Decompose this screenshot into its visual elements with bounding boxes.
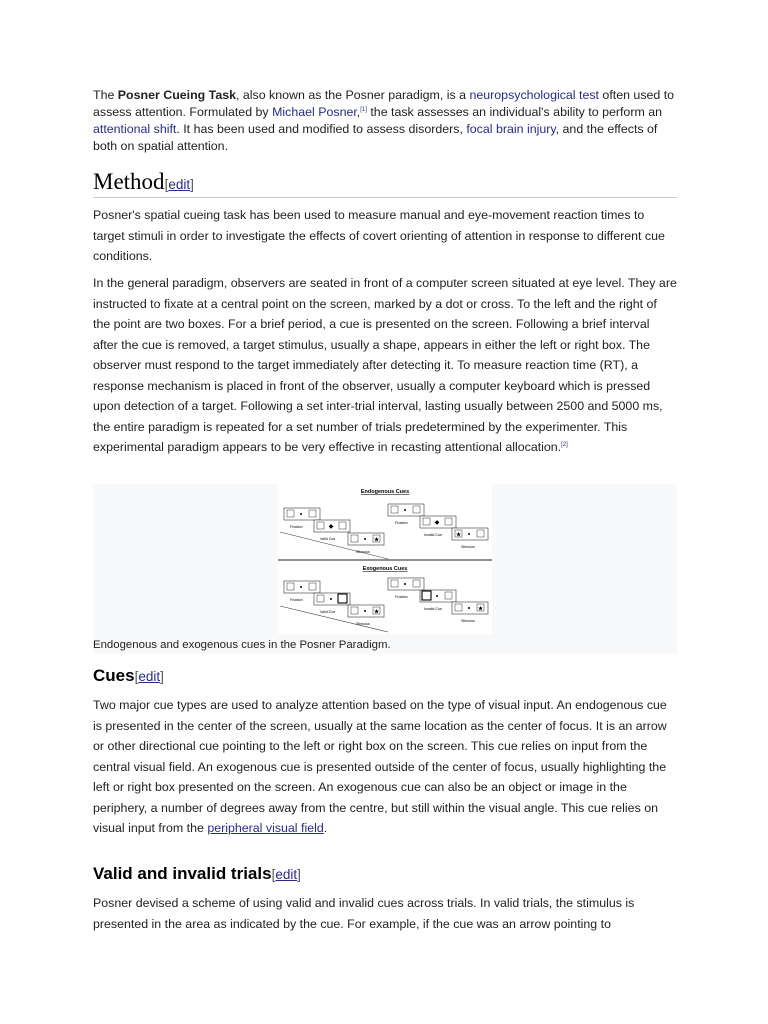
- label-fixation: Fixation: [395, 595, 408, 599]
- valid-invalid-paragraph: Posner devised a scheme of using valid and invalid cues across trials. In valid trials, the stimulus is presented in the area as indicated by the cue. For example, if the cue was an arrow pointing to: [93, 896, 635, 931]
- method-edit-section: [165, 177, 194, 192]
- arrow-cue-icon: ◆: [434, 520, 440, 526]
- label-fixation: Fixation: [395, 521, 408, 525]
- left-box: [391, 580, 398, 587]
- edit-bracket: ]: [297, 867, 301, 882]
- left-box: [287, 583, 294, 590]
- figure-thumbnail: [93, 484, 677, 654]
- fixation-dot: [330, 598, 332, 600]
- right-box: [309, 583, 316, 590]
- label-fixation: Fixation: [290, 525, 303, 529]
- reference-1-link[interactable]: [1]: [360, 106, 367, 113]
- method-paragraph-2-text: In the general paradigm, observers are seated in front of a computer screen situated at eye level. They are instructed to fixate at a central point on the screen, marked by a dot or cross. To the left and the right of the point are two boxes. For a brief period, a cue is presented on the screen. Following a brief interval after the cue is removed, a target stimulus, usually a shape, appears in either the left or right box. The observer must respond to the target immediately after detecting it. To measure reaction time (RT), a response mechanism is placed in front of the observer, usually a computer keyboard which is pressed upon detection of a target. Following a set inter-trial interval, lasting usually between 2500 and 5000 ms, the entire paradigm is repeated for a set number of trials predetermined by the experimenter. This experimental paradigm appears to be very effective in recasting attentional allocation.: [93, 276, 677, 454]
- diagram-svg: [278, 484, 492, 634]
- posner-paradigm-diagram[interactable]: [278, 484, 492, 634]
- link-peripheral-visual-field[interactable]: peripheral visual field: [207, 821, 324, 835]
- star-target-icon: ★: [373, 536, 380, 544]
- intro-text: . It has been used and modified to assess disorders,: [176, 122, 467, 136]
- left-box: [423, 518, 430, 525]
- left-box: [287, 510, 294, 517]
- right-box: [445, 592, 452, 599]
- fixation-dot: [404, 509, 406, 511]
- label-invalid-cue: Invalid Cue: [424, 607, 442, 611]
- left-box: [351, 607, 358, 614]
- right-box: [413, 580, 420, 587]
- valid-edit-link[interactable]: edit: [275, 867, 298, 882]
- arrow-cue-icon: ◆: [328, 524, 334, 530]
- right-box: [413, 506, 420, 513]
- label-fixation: Fixation: [290, 598, 303, 602]
- intro-text: The: [93, 88, 118, 102]
- label-stimulus: Stimulus: [356, 550, 370, 554]
- label-stimulus: Stimulus: [461, 545, 475, 549]
- fixation-dot: [468, 533, 470, 535]
- fixation-dot: [300, 586, 302, 588]
- fixation-dot: [300, 513, 302, 515]
- link-neuropsychological-test[interactable]: neuropsychological test: [469, 88, 599, 102]
- label-stimulus: Stimulus: [356, 622, 370, 626]
- intro-text: often used to assess attention. Formulated by: [93, 88, 675, 119]
- left-box: [317, 595, 324, 602]
- edit-bracket: ]: [190, 177, 194, 192]
- star-target-icon: ★: [373, 608, 380, 616]
- fixation-dot: [364, 610, 366, 612]
- left-box: [455, 604, 462, 611]
- fixation-dot: [436, 595, 438, 597]
- method-heading: [93, 168, 677, 198]
- valid-invalid-heading-text: Valid and invalid trials: [93, 864, 272, 883]
- fixation-dot: [468, 607, 470, 609]
- method-paragraph-1: Posner's spatial cueing task has been used to measure manual and eye-movement reaction times to target stimuli in order to investigate the effects of covert orienting of attention in response to different cue conditions.: [93, 208, 665, 263]
- cues-paragraph-text: Two major cue types are used to analyze attention based on the type of visual input. An endogenous cue is presented in the center of the screen, usually at the same location as the center of focus. It is an arrow or other directional cue pointing to the left or right box on the screen. This cue relies on input from the central visual field. An exogenous cue is presented outside of the center of focus, usually highlighting the left or right box presented on the screen. An exogenous cue can also be an object or image in the periphery, a number of degrees away from the centre, but still within the visual angle. This cue relies on visual input from the: [93, 698, 667, 835]
- link-focal-brain-injury[interactable]: focal brain injury: [466, 122, 556, 136]
- cues-paragraph-end: .: [323, 821, 328, 835]
- intro-text: , and the effects of both on spatial attention.: [93, 122, 658, 153]
- cues-paragraph: [93, 695, 677, 839]
- intro-text: the task assesses an individual's ability to perform an: [366, 105, 662, 119]
- edit-bracket: [: [271, 867, 276, 882]
- fixation-dot: [404, 583, 406, 585]
- left-box: [351, 535, 358, 542]
- method-edit-link[interactable]: edit: [168, 177, 191, 192]
- cues-heading-text: Cues: [93, 666, 135, 685]
- endogenous-title: Endogenous Cues: [360, 489, 410, 495]
- edit-bracket: [: [164, 177, 169, 192]
- link-attentional-shift[interactable]: attentional shift: [93, 122, 177, 136]
- intro-paragraph: [93, 87, 677, 155]
- valid-invalid-heading: [93, 862, 677, 884]
- label-valid-cue: Valid Cue: [320, 610, 336, 614]
- cues-heading: [93, 664, 677, 686]
- highlighted-right-box: [338, 594, 347, 603]
- exogenous-title: Exogenous Cues: [362, 566, 408, 572]
- reference-2-link[interactable]: [2]: [561, 441, 568, 448]
- label-stimulus: Stimulus: [461, 619, 475, 623]
- link-michael-posner[interactable]: Michael Posner: [272, 105, 357, 119]
- method-paragraph-2: [93, 273, 677, 458]
- figure-caption: Endogenous and exogenous cues in the Posner Paradigm.: [93, 639, 391, 651]
- star-target-icon: ★: [455, 531, 462, 539]
- cues-edit-link[interactable]: edit: [138, 669, 161, 684]
- fixation-dot: [364, 538, 366, 540]
- label-invalid-cue: Invalid Cue: [424, 533, 442, 537]
- cues-edit-section: [135, 669, 164, 684]
- intro-text: ,: [356, 105, 361, 119]
- left-box: [391, 506, 398, 513]
- edit-bracket: [: [134, 669, 139, 684]
- intro-text: , also known as the Posner paradigm, is a: [236, 88, 470, 102]
- right-box: [445, 518, 452, 525]
- highlighted-left-box: [422, 591, 431, 600]
- right-box: [339, 522, 346, 529]
- right-box: [309, 510, 316, 517]
- right-box: [477, 530, 484, 537]
- method-heading-text: Method: [93, 169, 165, 194]
- label-valid-cue: Valid Cue: [320, 537, 336, 541]
- valid-edit-section: [272, 867, 301, 882]
- star-target-icon: ★: [477, 605, 484, 613]
- edit-bracket: ]: [160, 669, 164, 684]
- left-box: [317, 522, 324, 529]
- article-title-bold: Posner Cueing Task: [117, 88, 236, 102]
